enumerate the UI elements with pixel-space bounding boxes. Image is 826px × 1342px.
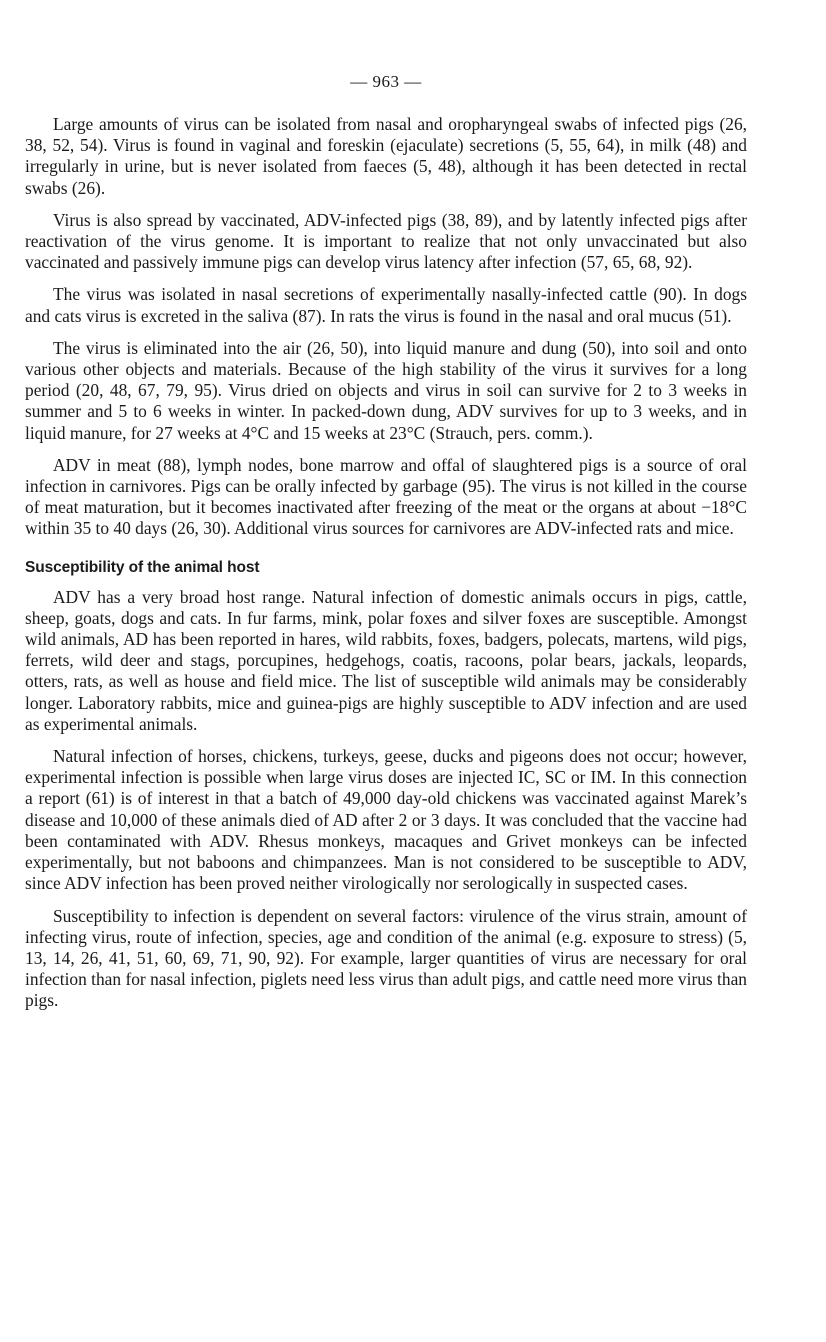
paragraph-meat-carnivores: ADV in meat (88), lymph nodes, bone marrow and offal of slaughtered pigs is a source of oral infection in carnivores. Pigs can be orally infected by garbage (95). The virus is not killed in the course of meat maturation, but it becomes inactivated after freezing of the meat or the organs at about −18°C within 35 to 40 days (26, 30). Additional virus sources for carnivores are ADV-infected rats and mice. [25,454,747,539]
paragraph-virus-isolation: Large amounts of virus can be isolated from nasal and oropharyngeal swabs of infected pigs (26, 38, 52, 54). Virus is found in vaginal and foreskin (ejaculate) secretions (5, 55, 64), in milk (48) and irregularly in urine, but is never isolated from faeces (5, 48), although it has been detected in rectal swabs (26). [25,114,747,198]
section-heading: Susceptibility of the animal host [25,558,260,576]
paragraph-host-range: ADV has a very broad host range. Natural infection of domestic animals occurs in pigs, cattle, sheep, goats, dogs and cats. In fur farms, mink, polar foxes and silver foxes are susceptible. Amongst wild animals, AD has been reported in hares, wild rabbits, foxes, badgers, polecats, martens, wild pigs, ferrets, wild deer and stags, porcupines, hedgehogs, coatis, racoons, polar bears, jackals, leopards, otters, rats, as well as house and field mice. The list of susceptible wild animals may be considerably longer. Laboratory rabbits, mice and guinea-pigs are highly susceptible to ADV infection and are used as experimental animals. [25,586,747,734]
page-number: — 963 — [350,72,422,91]
paragraph-cattle-dogs-rats: The virus was isolated in nasal secretions of experimentally nasally-infected cattle (90). In dogs and cats virus is excreted in the saliva (87). In rats the virus is found in the nasal and oral mucus (51). [25,284,747,326]
paragraph-experimental-infection: Natural infection of horses, chickens, turkeys, geese, ducks and pigeons does not occur; however, experimental infection is possible when large virus doses are injected IC, SC or IM. In this connection a report (61) is of interest in that a batch of 49,000 day-old chickens was vaccinated against Marek’s disease and 10,000 of these animals died of AD after 2 or 3 days. It was concluded that the vaccine had been contaminated with ADV. Rhesus monkeys, macaques and Grivet monkeys can be infected experimentally, but not baboons and chimpanzees. Man is not considered to be susceptible to ADV, since ADV infection has been proved neither virologically nor serologically in suspected cases. [25,746,747,894]
paragraph-environment-survival: The virus is eliminated into the air (26, 50), into liquid manure and dung (50), into soil and onto various other objects and materials. Because of the high stability of the virus it survives for a long period (20, 48, 67, 79, 95). Virus dried on objects and virus in soil can survive for 2 to 3 weeks in summer and 5 to 6 weeks in winter. In packed-down dung, ADV survives for up to 3 weeks, and in liquid manure, for 27 weeks at 4°C and 15 weeks at 23°C (Strauch, pers. comm.). [25,337,747,443]
paragraph-susceptibility-factors: Susceptibility to infection is dependent on several factors: virulence of the virus strain, amount of infecting virus, route of infection, species, age and condition of the animal (e.g. exposure to stress) (5, 13, 14, 26, 41, 51, 60, 69, 71, 90, 92). For example, larger quantities of virus are necessary for oral infection than for nasal infection, piglets need less virus than adult pigs, and cattle need more virus than pigs. [25,905,747,1011]
document-page [25,72,747,1023]
paragraph-vaccinated-spread: Virus is also spread by vaccinated, ADV-infected pigs (38, 89), and by latently infected pigs after reactivation of the virus genome. It is important to realize that not only unvaccinated but also vaccinated and passively immune pigs can develop virus latency after infection (57, 65, 68, 92). [25,209,747,273]
